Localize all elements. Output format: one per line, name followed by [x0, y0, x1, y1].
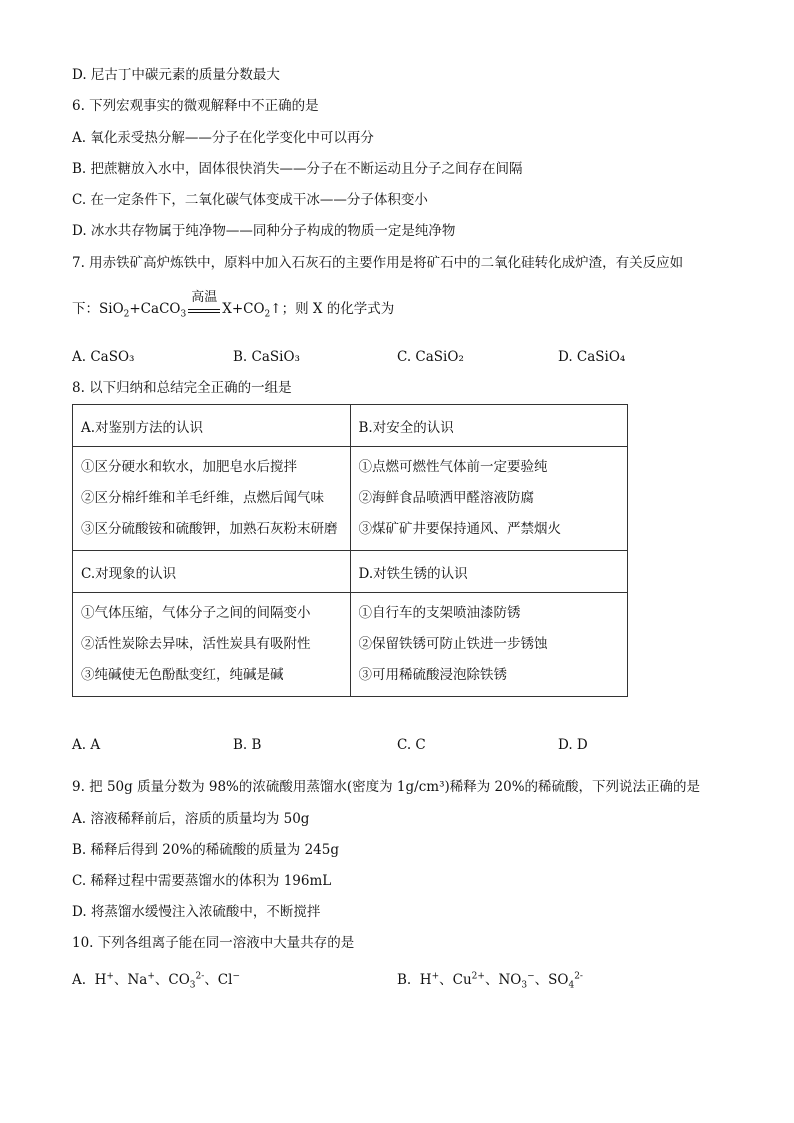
q8-option-d: D. D: [558, 737, 588, 753]
q10-option-a-label: A.: [72, 972, 87, 988]
q8-stem: 8. 以下归纳和总结完全正确的一组是: [72, 380, 292, 396]
q8-cell-c-head: C.对现象的认识: [73, 551, 351, 593]
q7-eq-prefix: 下：: [72, 301, 99, 317]
q8-c-item: ③纯碱使无色酚酞变红，纯碱是碱: [81, 667, 284, 683]
q8-option-c: C. C: [397, 737, 426, 753]
q6-stem: 6. 下列宏观事实的微观解释中不正确的是: [72, 98, 319, 114]
q8-cell-d-items: [350, 593, 628, 697]
q9-option-a: A. 溶液稀释前后，溶质的质量均为 50g: [72, 811, 310, 827]
q10-option-b-ions: H+、$Cu^{2+}$、$NO_3^-$、$SO_4^{2-}$: [415, 971, 583, 991]
q8-a-item: ③区分硫酸铵和硫酸钾，加熟石灰粉末研磨: [81, 521, 338, 537]
q8-option-a: A. A: [72, 737, 101, 753]
q9-option-c: C. 稀释过程中需要蒸馏水的体积为 196mL: [72, 873, 332, 889]
q8-c-item: ②活性炭除去异味，活性炭具有吸附性: [81, 636, 311, 652]
q7-condition-text: 高温: [191, 289, 218, 305]
q8-cell-a-items: [73, 447, 351, 551]
q10-option-b-label: B.: [397, 972, 412, 988]
q7-option-c: C. CaSiO₂: [397, 349, 464, 365]
q9-option-b: B. 稀释后得到 20%的稀硫酸的质量为 245g: [72, 842, 340, 858]
q7-eq-reactants: SiO$_2$+CaCO$_3$: [99, 301, 187, 320]
q8-cell-b-items: [350, 447, 628, 551]
q7-stem: 7. 用赤铁矿高炉炼铁中，原料中加入石灰石的主要作用是将矿石中的二氧化硅转化成炉渣，有关反应如: [72, 255, 684, 271]
q6-option-d: D. 冰水共存物属于纯净物——同种分子构成的物质一定是纯净物: [72, 223, 456, 239]
q7-equation: [72, 289, 395, 320]
q9-stem: 9. 把 50g 质量分数为 98%的浓硫酸用蒸馏水(密度为 1g/cm³)稀释为 20%的稀硫酸，下列说法正确的是: [72, 779, 701, 795]
q8-d-item: ①自行车的支架喷油漆防锈: [358, 605, 521, 621]
q7-option-d: D. CaSiO₄: [558, 349, 626, 365]
q8-table: [72, 404, 628, 697]
q9-option-d: D. 将蒸馏水缓慢注入浓硫酸中，不断搅拌: [72, 904, 321, 920]
q6-option-b: B. 把蔗糖放入水中，固体很快消失——分子在不断运动且分子之间存在间隔: [72, 161, 523, 177]
q7-eq-suffix: ；则 X 的化学式为: [281, 301, 395, 317]
q7-option-b: B. CaSiO₃: [233, 349, 300, 365]
q10-option-b: [397, 970, 583, 990]
q8-d-item: ③可用稀硫酸浸泡除铁锈: [358, 667, 507, 683]
q8-b-item: ③煤矿矿井要保持通风、严禁烟火: [358, 521, 561, 537]
q8-cell-b-head: B.对安全的认识: [350, 405, 628, 447]
q8-a-item: ②区分棉纤维和羊毛纤维，点燃后闻气味: [81, 490, 324, 506]
q8-b-item: ②海鲜食品喷洒甲醛溶液防腐: [358, 490, 534, 506]
q8-a-item: ①区分硬水和软水，加肥皂水后搅拌: [81, 459, 297, 475]
q7-reaction-condition: [186, 289, 222, 320]
q10-stem: 10. 下列各组离子能在同一溶液中大量共存的是: [72, 935, 355, 951]
q5-option-d: D. 尼古丁中碳元素的质量分数最大: [72, 67, 280, 83]
q8-b-item: ①点燃可燃性气体前一定要验纯: [358, 459, 548, 475]
q10-option-a-ions: H+、Na+、$CO_3^{2-}$、Cl−: [90, 971, 241, 991]
q10-option-a: [72, 970, 240, 990]
q6-option-c: C. 在一定条件下，二氧化碳气体变成干冰——分子体积变小: [72, 192, 428, 208]
q8-cell-a-head: A.对鉴别方法的认识: [73, 405, 351, 447]
q7-option-a: A. CaSO₃: [72, 349, 135, 365]
q8-option-b: B. B: [233, 737, 262, 753]
q8-d-item: ②保留铁锈可防止铁进一步锈蚀: [358, 636, 548, 652]
q6-option-a: A. 氧化汞受热分解——分子在化学变化中可以再分: [72, 130, 374, 146]
q8-cell-c-items: [73, 593, 351, 697]
q8-cell-d-head: D.对铁生锈的认识: [350, 551, 628, 593]
q8-c-item: ①气体压缩，气体分子之间的间隔变小: [81, 605, 311, 621]
q7-eq-products: $X+CO_2↑$: [222, 301, 282, 320]
